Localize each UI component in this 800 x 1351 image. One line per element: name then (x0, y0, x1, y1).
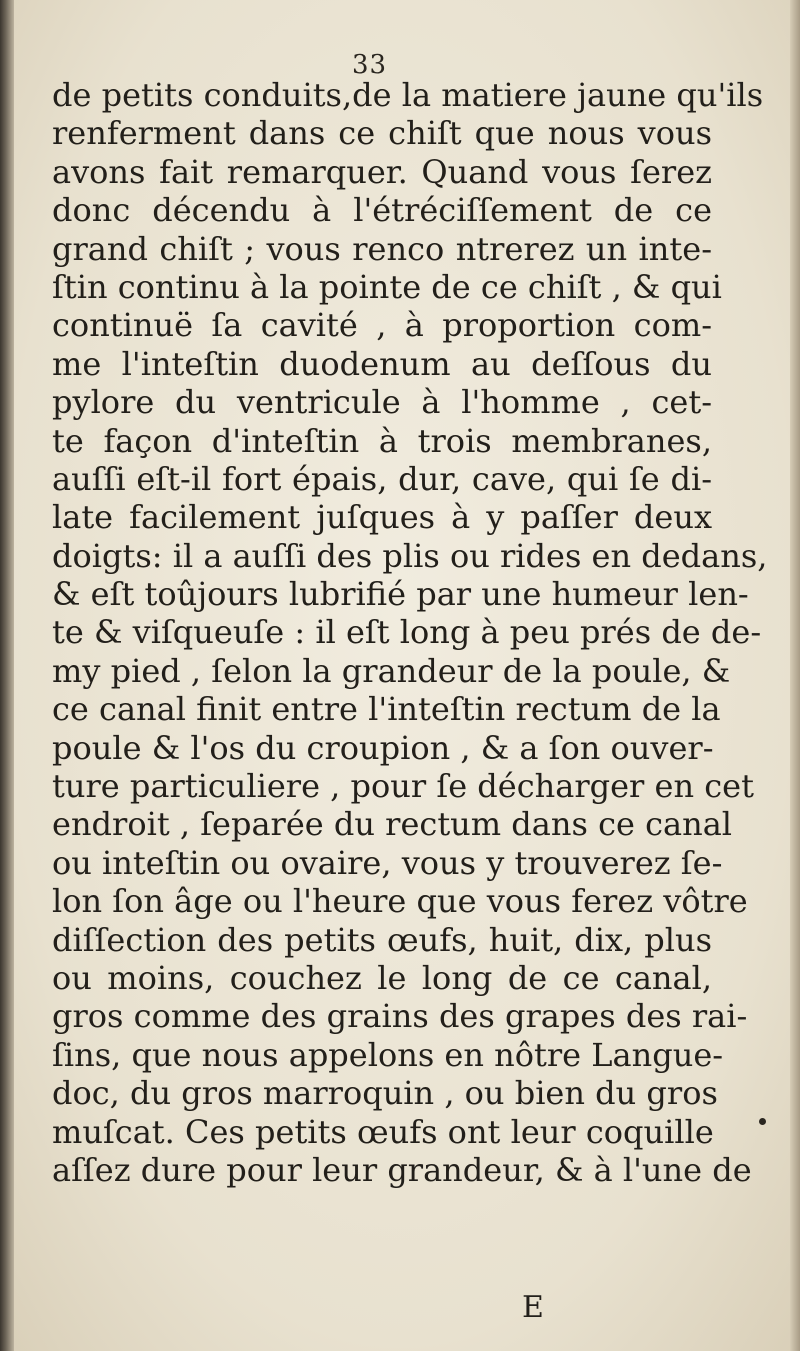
text-line: te & viſqueuſe : il eſt long à peu prés de de- (52, 613, 762, 652)
page-outer-edge (790, 0, 800, 1351)
text-line: avons fait remarquer. Quand vous ſerez (52, 152, 712, 191)
page-binding-edge (0, 0, 14, 1351)
text-line: ou moins, couchez le long de ce canal, (52, 958, 712, 997)
text-line: late facilement juſques à y paſſer deux (52, 498, 712, 537)
text-line: de petits conduits,de la matiere jaune qu'ils (52, 76, 764, 114)
text-line: doc, du gros marroquin , ou bien du gros (52, 1074, 718, 1113)
text-line: ſtin continu à la pointe de ce chiſt , & qui (52, 267, 722, 306)
text-line: endroit , ſeparée du rectum dans ce canal (52, 805, 733, 844)
text-line: doigts: il a auſſi des plis ou rides en dedans, (52, 536, 768, 575)
body-text (52, 76, 768, 1189)
text-line: ce canal finit entre l'inteſtin rectum de la (52, 690, 721, 729)
text-line: pylore du ventricule à l'homme , cet- (52, 383, 712, 422)
text-line: gros comme des grains des grapes des rai- (52, 997, 748, 1036)
signature-mark: E (522, 1290, 544, 1325)
text-line: continuë ſa cavité , à proportion com- (52, 306, 712, 345)
text-line: donc décendu à l'étréciſſement de ce (52, 191, 712, 230)
text-line: ou inteſtin ou ovaire, vous y trouverez ſe- (52, 843, 723, 882)
text-line: ture particuliere , pour ſe décharger en cet (52, 767, 754, 806)
ink-speck (759, 1118, 766, 1125)
text-line: ſins, que nous appelons en nôtre Langue- (52, 1035, 724, 1074)
text-line: grand chiſt ; vous renco ntrerez un inte- (52, 229, 712, 268)
text-line: renferment dans ce chiſt que nous vous (52, 114, 712, 153)
page-number: 33 (352, 50, 388, 80)
text-line: me l'inteſtin duodenum au deſſous du (52, 344, 712, 383)
text-line: & eſt toûjours lubrifié par une humeur len- (52, 575, 749, 614)
text-line: muſcat. Ces petits œufs ont leur coquille (52, 1112, 714, 1151)
text-line: poule & l'os du croupion , & a ſon ouver- (52, 728, 714, 767)
text-line: te façon d'inteſtin à trois membranes, (52, 421, 712, 460)
text-line: lon ſon âge ou l'heure que vous ferez vôtre (52, 882, 748, 921)
text-line: diſſection des petits œufs, huit, dix, plus (52, 920, 712, 959)
text-line: auſſi eſt-il fort épais, dur, cave, qui ſe di- (52, 459, 712, 498)
text-line: aſſez dure pour leur grandeur, & à l'une de (52, 1150, 752, 1189)
text-line: my pied , ſelon la grandeur de la poule, & (52, 651, 731, 690)
